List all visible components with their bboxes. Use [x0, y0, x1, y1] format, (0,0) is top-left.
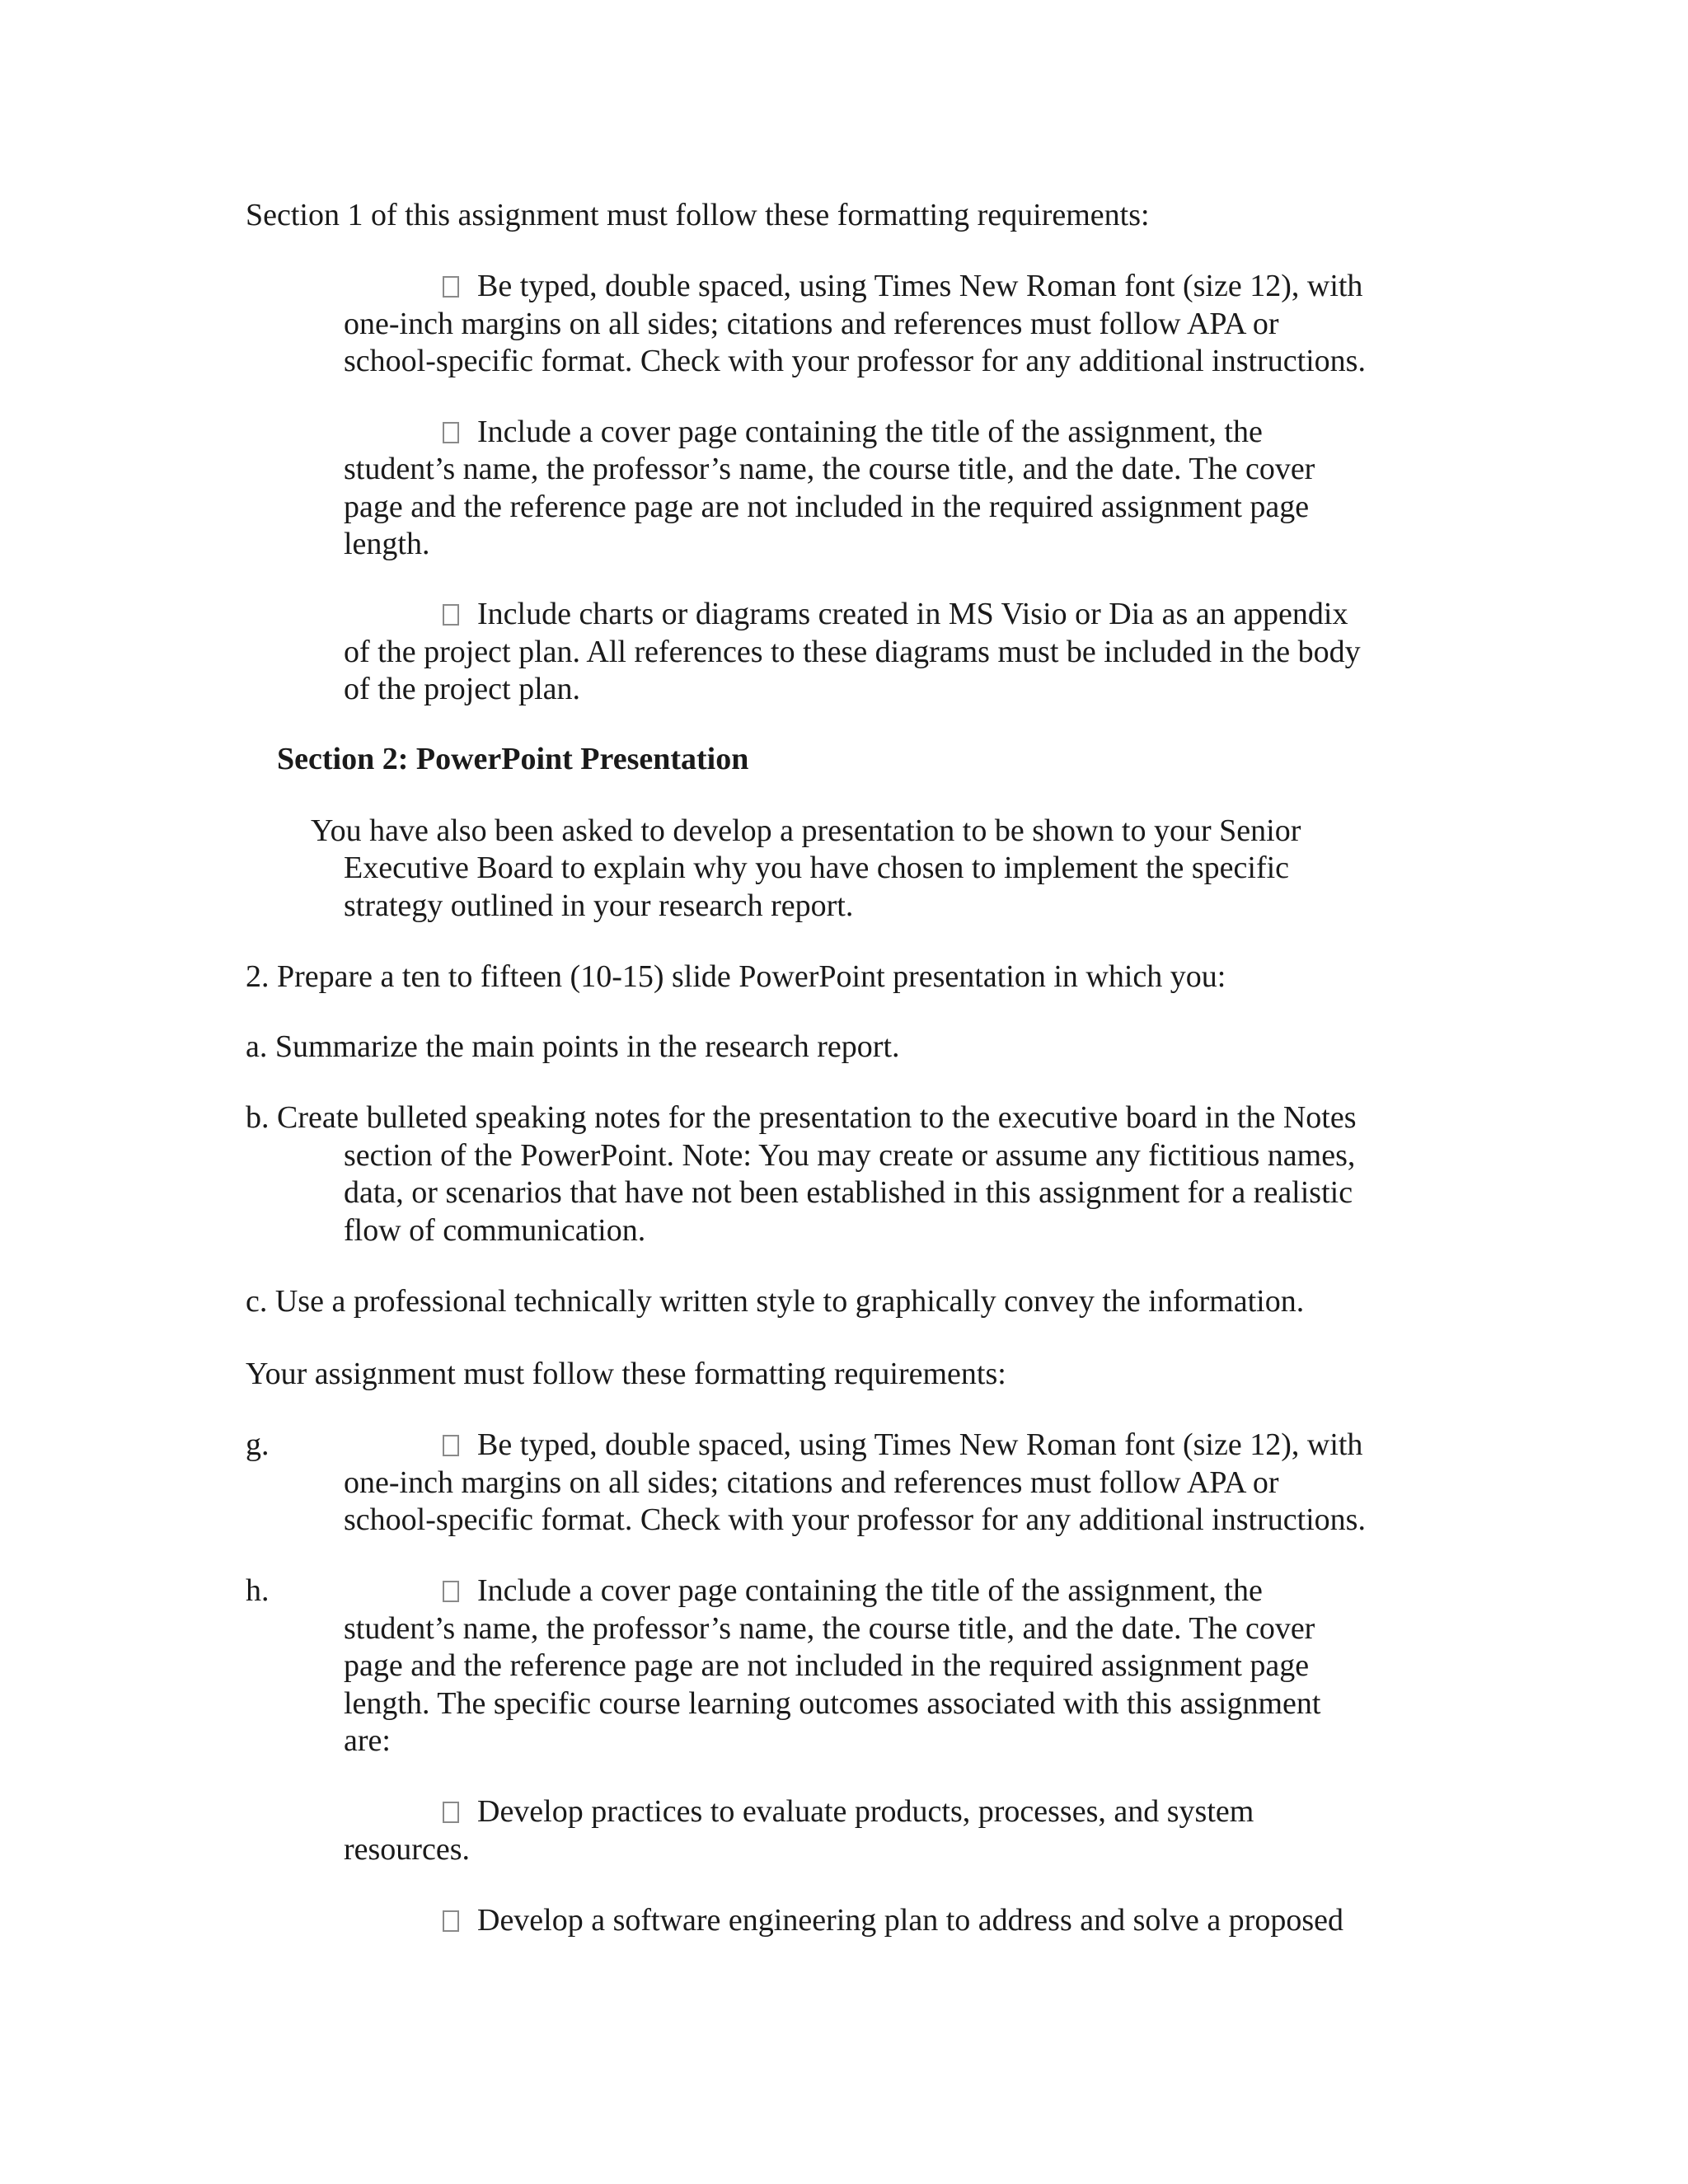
- item-b: b. Create bulleted speaking notes for the presentation to the executive board in the Notes: [246, 1100, 1357, 1135]
- checkbox-bullet-icon: [443, 1802, 459, 1823]
- section1-bullet-3-line: of the project plan. All references to these diagrams must be included in the body: [344, 635, 1361, 669]
- checkbox-bullet-icon: [443, 604, 459, 626]
- item-c: c. Use a professional technically written style to graphically convey the information.: [246, 1284, 1305, 1319]
- section1-intro: Section 1 of this assignment must follow these formatting requirements:: [246, 198, 1150, 232]
- section1-bullet-2-line: page and the reference page are not included in the required assignment page: [344, 490, 1310, 524]
- item-2: 2. Prepare a ten to fifteen (10-15) slide PowerPoint presentation in which you:: [246, 959, 1226, 994]
- section2-intro-line: strategy outlined in your research report.: [344, 888, 854, 923]
- item-b-line: data, or scenarios that have not been established in this assignment for a realistic: [344, 1175, 1353, 1210]
- outcome-2: Develop a software engineering plan to address and solve a proposed: [443, 1901, 1343, 1939]
- h-bullet-line: length. The specific course learning outcomes associated with this assignment: [344, 1686, 1321, 1721]
- outcome-1: Develop practices to evaluate products, processes, and system: [443, 1793, 1254, 1830]
- section1-bullet-2-line: student’s name, the professor’s name, the course title, and the date. The cover: [344, 452, 1315, 486]
- section2-heading: Section 2: PowerPoint Presentation: [277, 742, 749, 776]
- your-assignment-intro: Your assignment must follow these formatting requirements:: [246, 1357, 1006, 1391]
- item-b-line: flow of communication.: [344, 1213, 646, 1248]
- g-bullet-line: one-inch margins on all sides; citations and references must follow APA or: [344, 1465, 1279, 1500]
- section1-bullet-2-line: length.: [344, 527, 430, 561]
- label-g: g.: [246, 1427, 270, 1462]
- section1-bullet-3-line: of the project plan.: [344, 672, 581, 706]
- item-b-line: section of the PowerPoint. Note: You may create or assume any fictitious names,: [344, 1138, 1356, 1173]
- checkbox-bullet-icon: [443, 1581, 459, 1602]
- h-bullet-line: page and the reference page are not included in the required assignment page: [344, 1648, 1310, 1683]
- h-bullet: Include a cover page containing the title of the assignment, the: [443, 1572, 1263, 1610]
- section1-bullet-2: Include a cover page containing the title of the assignment, the: [443, 413, 1263, 451]
- g-bullet-line: school-specific format. Check with your professor for any additional instructions.: [344, 1502, 1366, 1537]
- h-bullet-line: are:: [344, 1723, 391, 1758]
- section1-bullet-1-line: school-specific format. Check with your professor for any additional instructions.: [344, 344, 1366, 378]
- checkbox-bullet-icon: [443, 422, 459, 443]
- label-h: h.: [246, 1573, 270, 1608]
- checkbox-bullet-icon: [443, 1435, 459, 1456]
- section1-bullet-1-line: one-inch margins on all sides; citations and references must follow APA or: [344, 307, 1279, 341]
- h-bullet-line: student’s name, the professor’s name, the course title, and the date. The cover: [344, 1611, 1315, 1646]
- section1-bullet-3: Include charts or diagrams created in MS Visio or Dia as an appendix: [443, 595, 1348, 633]
- checkbox-bullet-icon: [443, 1910, 459, 1932]
- section2-intro: You have also been asked to develop a presentation to be shown to your Senior: [311, 813, 1301, 848]
- section1-bullet-1: Be typed, double spaced, using Times New Roman font (size 12), with: [443, 267, 1362, 305]
- outcome-1-line: resources.: [344, 1832, 470, 1867]
- checkbox-bullet-icon: [443, 276, 459, 298]
- section2-intro-line: Executive Board to explain why you have chosen to implement the specific: [344, 851, 1290, 885]
- item-a: a. Summarize the main points in the research report.: [246, 1029, 900, 1064]
- g-bullet: Be typed, double spaced, using Times New Roman font (size 12), with: [443, 1426, 1362, 1464]
